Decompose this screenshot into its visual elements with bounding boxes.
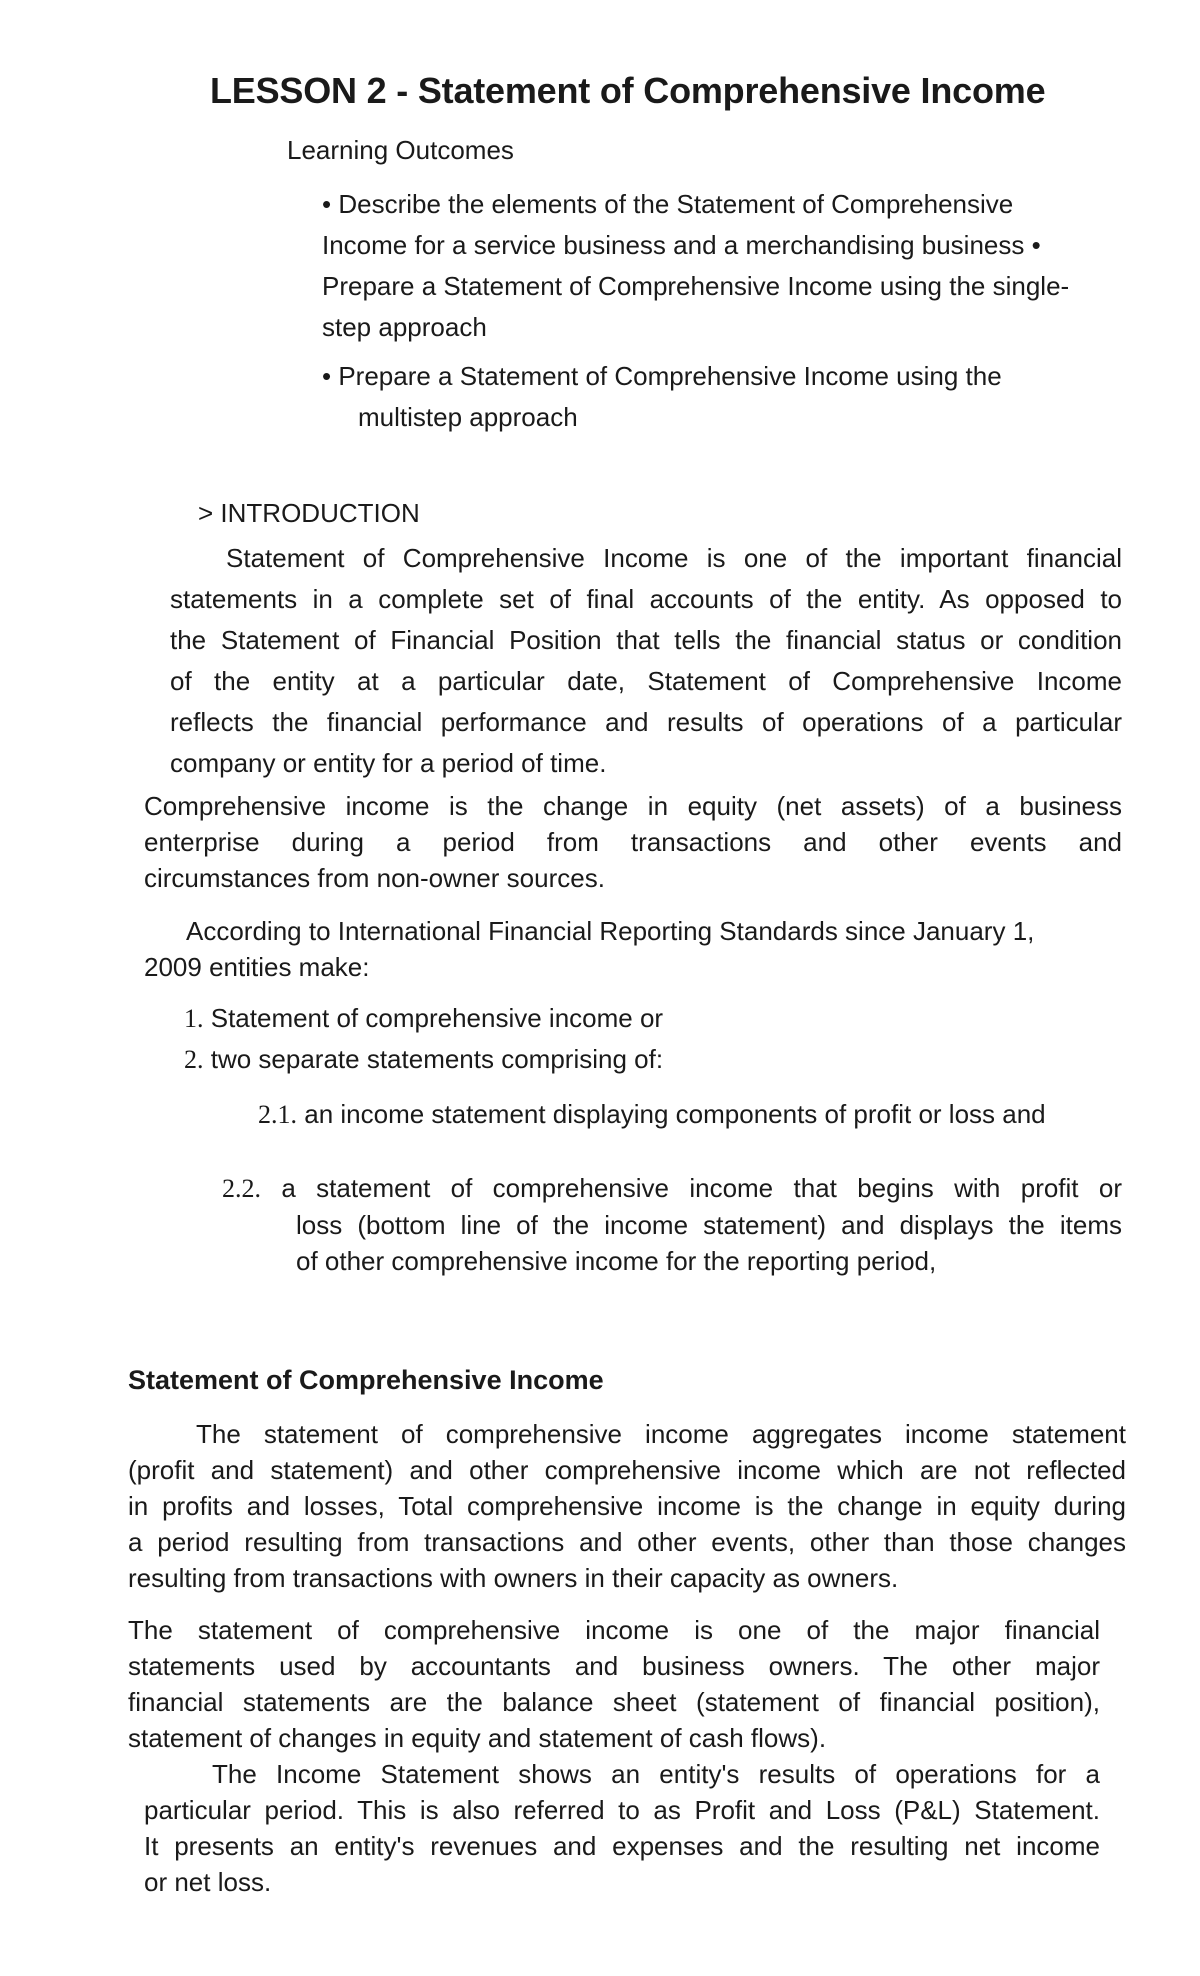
sub-list-item-2-1 xyxy=(258,1094,1046,1135)
section-paragraph-2 xyxy=(128,1612,1100,1756)
sub-list-item-2-2-line-3: of other comprehensive income for the reporting period, xyxy=(296,1246,937,1276)
section-p3-line-3: It presents an entity's revenues and expenses and the resulting net income xyxy=(144,1831,1100,1861)
intro-p3-line-2: 2009 entities make: xyxy=(144,952,370,982)
list-item-2 xyxy=(184,1039,663,1080)
list-item-1-text: Statement of comprehensive income or xyxy=(210,1003,664,1033)
section-paragraph-3 xyxy=(144,1756,1100,1900)
sub-list-item-2-2-number: 2.2. xyxy=(222,1174,261,1203)
intro-p1-line-3: the Statement of Financial Position that tells the financial status or condition xyxy=(170,625,1122,655)
sub-list-item-2-2-line-2: loss (bottom line of the income statement) and displays the items xyxy=(296,1210,1122,1240)
learning-outcomes-bullet-2 xyxy=(322,356,1128,438)
bullet-1-line-3: Prepare a Statement of Comprehensive Income using the single- xyxy=(322,271,1070,301)
bullet-2-line-1: • Prepare a Statement of Comprehensive Income using the xyxy=(322,361,1002,391)
bullet-1-line-2: Income for a service business and a merchandising business • xyxy=(322,230,1041,260)
bullet-1-line-4: step approach xyxy=(322,312,487,342)
sub-list-item-2-2-line-1 xyxy=(222,1170,1122,1207)
bullet-1-line-1: • Describe the elements of the Statement of Comprehensive xyxy=(322,189,1014,219)
section-p3-line-1: The Income Statement shows an entity's results of operations for a xyxy=(212,1759,1100,1789)
intro-p2-line-2: enterprise during a period from transactions and other events and xyxy=(144,827,1122,857)
section-p3-line-4: or net loss. xyxy=(144,1867,272,1897)
section-p1-line-4: a period resulting from transactions and other events, other than those changes xyxy=(128,1527,1126,1557)
section-p2-line-3: financial statements are the balance sheet (statement of financial position), xyxy=(128,1687,1100,1717)
bullet-2-line-2: multistep approach xyxy=(358,402,578,432)
introduction-paragraph-3 xyxy=(144,913,1094,985)
section-p1-line-2: (profit and statement) and other comprehensive income which are not reflected xyxy=(128,1455,1126,1485)
intro-p3-line-1: According to International Financial Reporting Standards since January 1, xyxy=(186,916,1035,946)
intro-p1-line-2: statements in a complete set of final accounts of the entity. As opposed to xyxy=(170,584,1122,614)
learning-outcomes-bullet-1 xyxy=(322,184,1128,348)
section-p3-line-2: particular period. This is also referred to as Profit and Loss (P&L) Statement. xyxy=(144,1795,1100,1825)
intro-p1-line-5: reflects the financial performance and results of operations of a particular xyxy=(170,707,1122,737)
list-item-1 xyxy=(184,998,663,1039)
section-paragraph-1 xyxy=(128,1416,1126,1596)
learning-outcomes-heading: Learning Outcomes xyxy=(287,135,514,165)
sub-list-item-2-2-text: a statement of comprehensive income that begins with profit or xyxy=(281,1173,1122,1203)
lesson-title: LESSON 2 - Statement of Comprehensive Income xyxy=(210,70,1046,111)
section-p2-line-2: statements used by accountants and business owners. The other major xyxy=(128,1651,1100,1681)
list-item-2-text: two separate statements comprising of: xyxy=(210,1044,664,1074)
intro-p2-line-3: circumstances from non-owner sources. xyxy=(144,863,605,893)
section-p1-line-3: in profits and losses, Total comprehensive income is the change in equity during xyxy=(128,1491,1126,1521)
sub-list-item-2-2 xyxy=(222,1170,1122,1279)
section-p1-line-1: The statement of comprehensive income aggregates income statement xyxy=(196,1419,1126,1449)
section-p2-line-1: The statement of comprehensive income is one of the major financial xyxy=(128,1615,1100,1645)
section-p2-line-4: statement of changes in equity and statement of cash flows). xyxy=(128,1723,827,1753)
section-heading: Statement of Comprehensive Income xyxy=(128,1365,604,1395)
intro-p2-line-1: Comprehensive income is the change in equity (net assets) of a business xyxy=(144,791,1122,821)
list-item-1-number: 1. xyxy=(184,1004,204,1033)
list-item-2-number: 2. xyxy=(184,1045,204,1074)
intro-p1-line-4: of the entity at a particular date, Statement of Comprehensive Income xyxy=(170,666,1122,696)
intro-p1-line-6: company or entity for a period of time. xyxy=(170,748,607,778)
sub-list-item-2-1-text: an income statement displaying components of profit or loss and xyxy=(304,1099,1046,1129)
sub-list-item-2-1-number: 2.1. xyxy=(258,1100,297,1129)
intro-p1-line-1: Statement of Comprehensive Income is one of the important financial xyxy=(226,543,1122,573)
section-p1-line-5: resulting from transactions with owners in their capacity as owners. xyxy=(128,1563,899,1593)
introduction-heading: > INTRODUCTION xyxy=(198,498,420,528)
introduction-paragraph-2 xyxy=(144,788,1122,896)
introduction-paragraph-1 xyxy=(170,538,1122,784)
